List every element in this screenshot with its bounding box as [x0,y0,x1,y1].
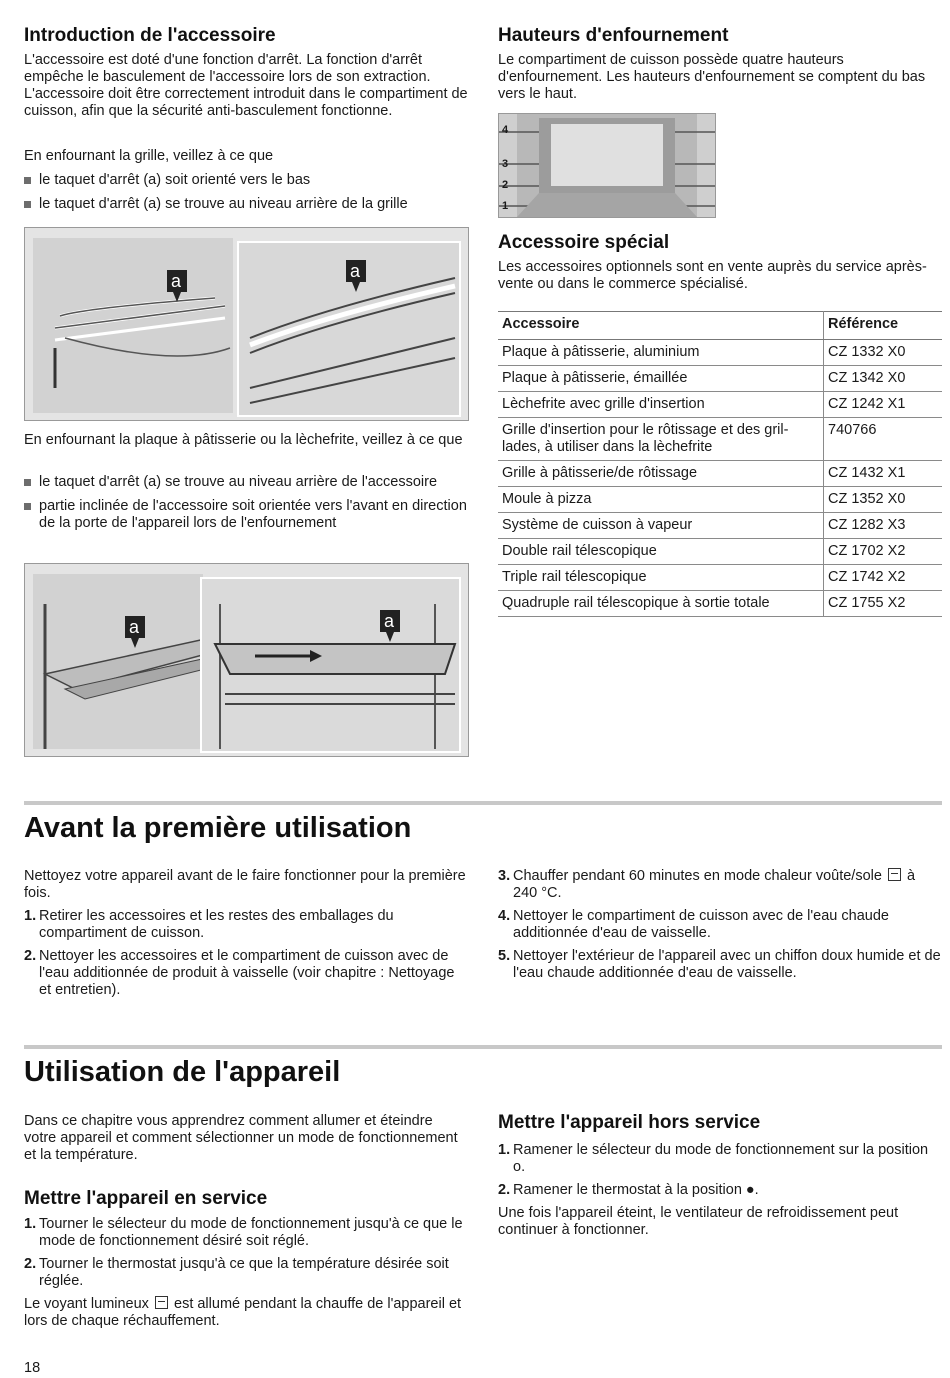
step-item [24,908,468,942]
grille-bullets [24,172,468,213]
step-item [24,948,468,999]
accessory-cell: Système de cuisson à vapeur [498,513,824,539]
step-item [498,948,942,982]
table-row [498,340,942,366]
step-number: 2. [24,948,37,964]
accessory-cell: Quadruple rail télescopique à sortie totale [498,591,824,617]
avant-right-column [498,868,942,982]
reference-cell: CZ 1342 X0 [824,366,943,392]
stop-label-a: a [384,611,395,631]
note-text: Le voyant lumineux [24,1296,149,1312]
step-item [24,1216,468,1250]
level-label: 2 [502,179,509,191]
step-text: Nettoyer le compartiment de cuisson avec de l'eau chaude additionnée d'eau de vaisselle. [513,908,889,941]
list-item: partie inclinée de l'accessoire soit orientée vers l'avant en direction de la porte de l'appareil lors de l'enfournement [24,498,468,532]
reference-cell: CZ 1755 X2 [824,591,943,617]
table-row [498,513,942,539]
accessory-cell: Lèchefrite avec grille d'insertion [498,392,824,418]
accessory-cell: Grille d'insertion pour le rôtissage et des gril-lades, à utiliser dans la lèchefrite [498,418,824,461]
level-label: 4 [502,124,509,136]
page-number: 18 [24,1360,41,1376]
table-row [498,539,942,565]
step-number: 3. [498,868,511,884]
accessory-cell: Double rail télescopique [498,539,824,565]
plaque-stop-illustration [24,563,469,757]
step-text: Tourner le thermostat jusqu'à ce que la température désirée soit réglée. [39,1256,449,1289]
step-number: 1. [24,1216,37,1232]
stop-label-a: a [129,617,140,637]
chapter-divider [24,801,942,805]
level-label: 1 [502,200,509,212]
utilisation-chapter-title: Utilisation de l'appareil [24,1056,341,1088]
reference-cell: 740766 [824,418,943,461]
reference-cell: CZ 1352 X0 [824,487,943,513]
indicator-light-icon [155,1296,168,1309]
table-row [498,418,942,461]
list-item: le taquet d'arrêt (a) se trouve au niveau arrière de l'accessoire [24,474,468,491]
reference-cell: CZ 1332 X0 [824,340,943,366]
table-row [498,366,942,392]
step-item [24,1256,468,1290]
table-row [498,392,942,418]
accessory-cell: Plaque à pâtisserie, émaillée [498,366,824,392]
accessory-cell: Triple rail télescopique [498,565,824,591]
step-number: 1. [24,908,37,924]
utilisation-right-column [498,1112,942,1239]
accessory-cell: Plaque à pâtisserie, aluminium [498,340,824,366]
step-text: Nettoyer les accessoires et le compartiment de cuisson avec de l'eau additionnée de produit à vaisselle (voir chapitre : Nettoyage et entretien). [39,948,455,998]
step-text: Ramener le sélecteur du mode de fonctionnement sur la position o. [513,1142,929,1175]
stop-label-a: a [350,261,361,281]
intro-accessory-title: Introduction de l'accessoire [24,25,276,46]
stop-label-a: a [171,271,182,291]
special-text: Les accessoires optionnels sont en vente auprès du service après-vente ou dans le commerce spécialisé. [498,259,927,292]
step-number: 2. [24,1256,37,1272]
reference-cell: CZ 1242 X1 [824,392,943,418]
table-row [498,487,942,513]
list-item: le taquet d'arrêt (a) se trouve au niveau arrière de la grille [24,196,468,213]
table-row [498,565,942,591]
chapter-divider [24,1045,942,1049]
step-item [498,868,942,902]
step-item [498,908,942,942]
step-number: 2. [498,1182,511,1198]
step-text: Retirer les accessoires et les restes des emballages du compartiment de cuisson. [39,908,394,941]
off-note: Une fois l'appareil éteint, le ventilateur de refroidissement peut continuer à fonctionner. [498,1205,899,1238]
grille-intro: En enfournant la grille, veillez à ce que [24,148,274,164]
oven-levels-illustration [498,113,716,218]
note-text: est allumé pendant la chauffe de l'appareil et lors de chaque réchauffement. [24,1296,462,1329]
table-header-row [498,312,942,340]
hauteurs-text: Le compartiment de cuisson possède quatre hauteurs d'enfournement. Les hauteurs d'enfournement se comptent du bas vers le haut. [498,52,926,102]
utilisation-left-column [24,1113,468,1330]
step-item [498,1142,942,1176]
reference-cell: CZ 1432 X1 [824,461,943,487]
grille-stop-illustration [24,227,469,421]
plaque-bullets [24,474,468,532]
list-item: le taquet d'arrêt (a) soit orienté vers le bas [24,172,468,189]
reference-cell: CZ 1282 X3 [824,513,943,539]
accessories-table [498,311,942,617]
step-text: Chauffer pendant 60 minutes en mode chaleur voûte/sole [513,868,882,884]
utilisation-intro: Dans ce chapitre vous apprendrez comment allumer et éteindre votre appareil et comment sélectionner un mode de fonctionnement et la température. [24,1113,458,1163]
step-number: 1. [498,1142,511,1158]
step-text: à 240 °C. [513,868,916,901]
column-header: Référence [824,312,943,340]
accessory-cell: Moule à pizza [498,487,824,513]
step-number: 4. [498,908,511,924]
hauteurs-title: Hauteurs d'enfournement [498,25,729,46]
plaque-intro: En enfournant la plaque à pâtisserie ou la lèchefrite, veillez à ce que [24,432,463,448]
step-number: 5. [498,948,511,964]
avant-intro: Nettoyez votre appareil avant de le faire fonctionner pour la première fois. [24,868,466,901]
step-text: Tourner le sélecteur du mode de fonctionnement jusqu'à ce que le mode de fonctionnement désiré soit réglé. [39,1216,463,1249]
reference-cell: CZ 1742 X2 [824,565,943,591]
table-row [498,461,942,487]
indicator-light-note [24,1296,468,1330]
table-row [498,591,942,617]
column-header: Accessoire [498,312,824,340]
accessory-cell: Grille à pâtisserie/de rôtissage [498,461,824,487]
special-title: Accessoire spécial [498,232,670,253]
avant-chapter-title: Avant la première utilisation [24,812,412,844]
level-label: 3 [502,158,509,170]
on-section-title: Mettre l'appareil en service [24,1188,268,1209]
avant-left-column [24,868,468,999]
off-section-title: Mettre l'appareil hors service [498,1112,761,1133]
step-item [498,1182,942,1199]
step-text: Nettoyer l'extérieur de l'appareil avec un chiffon doux humide et de l'eau chaude additionnée d'eau de vaisselle. [513,948,941,981]
intro-accessory-text: L'accessoire est doté d'une fonction d'arrêt. La fonction d'arrêt empêche le basculement de l'accessoire lors de son extraction. L'accessoire doit être correctement introduit dans le compartiment de cuisson, afin que la sécurité anti-basculement fonctionne. [24,52,468,119]
reference-cell: CZ 1702 X2 [824,539,943,565]
top-bottom-heat-icon [888,868,901,881]
step-text: Ramener le thermostat à la position ●. [513,1182,759,1198]
